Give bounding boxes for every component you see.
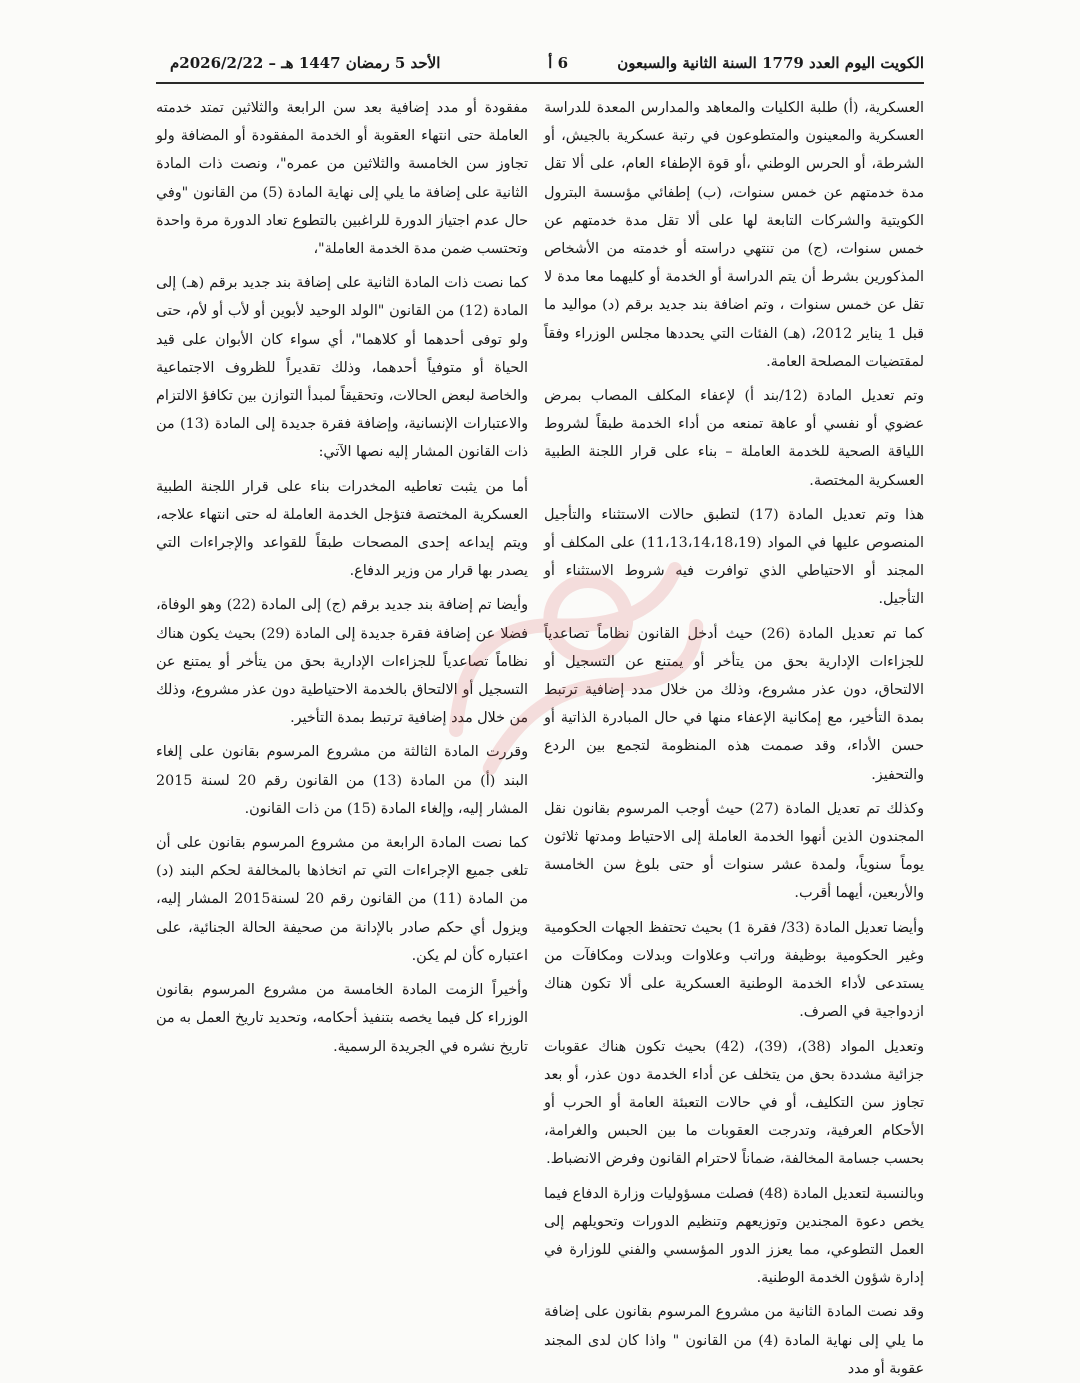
paragraph: وأخيراً الزمت المادة الخامسة من مشروع المرسوم بقانون الوزراء كل فيما يخصه بتنفيذ أحكامه، وتحديد تاريخ العمل به من تاريخ نشره في الجريدة الرسمية. bbox=[156, 982, 528, 1055]
publication-info: الكويت اليوم العدد 1779 السنة الثانية والسبعون bbox=[617, 54, 924, 72]
paragraph: العسكرية، (أ) طلبة الكليات والمعاهد والمدارس المعدة للدراسة العسكرية والمعينون والمتطوعون في رتبة عسكرية بالجيش، أو الشرطة، أو الحرس الوطني ،أو قوة الإطفاء العام، على ألا تقل مدة خدمتهم عن خمس سنوات، (ب) إطفائي مؤسسة البترول الكويتية والشركات التابعة لها على ألا تقل مدة خدمتهم عن خمس سنوات، (ج) من تنتهي دراسته أو خدمته من الأشخاص المذكورين بشرط أن يتم الدراسة أو الخدمة أو كليهما معا مدة لا تقل عن خمس سنوات ، وتم اضافة بند جديد برقم (د) مواليد ما قبل 1 يناير 2012، (هـ) الفئات التي يحددها مجلس الوزراء وفقاً لمقتضيات المصلحة العامة. bbox=[544, 100, 924, 370]
paragraph: وتم تعديل المادة (12/بند أ) لإعفاء المكلف المصاب بمرض عضوي أو نفسي أو عاهة تمنعه من أداء الخدمة طبقاً لشروط اللياقة الصحية للخدمة العاملة – بناء على قرار اللجنة الطبية العسكرية المختصة. bbox=[544, 388, 924, 489]
issue-date: الأحد 5 رمضان 1447 هـ – 2026/2/22م bbox=[170, 54, 441, 72]
paragraph: وكذلك تم تعديل المادة (27) حيث أوجب المرسوم بقانون نقل المجندون الذين أنهوا الخدمة العاملة إلى الاحتياط ومدتها ثلاثون يوماً سنوياً، ولمدة عشر سنوات أو حتى بلوغ سن الخامسة والأربعين، أيهما أقرب. bbox=[544, 800, 924, 902]
paragraph: أما من يثبت تعاطيه المخدرات بناء على قرار اللجنة الطبية العسكرية المختصة فتؤجل الخدمة العاملة له حتى انتهاء علاجه، ويتم إيداعه إحدى المصحات طبقاً للقواعد والإجراءات التي يصدر بها قرار من وزير الدفاع. bbox=[156, 478, 528, 580]
paragraph: وأيضا تعديل المادة (33/ فقرة 1) بحيث تحتفظ الجهات الحكومية وغير الحكومية بوظيفة وراتب وعلاوات وبدلات ومكافآت من يستدعى لأداء الخدمة الوطنية العسكرية على ألا تكون هناك ازدواجية في الصرف. bbox=[544, 919, 924, 1021]
paragraph: وتعديل المواد (38)، (39)، (42) بحيث تكون هناك عقوبات جزائية مشددة بحق من يتخلف عن أداء الخدمة دون عذر، أو بعد تجاوز سن التكليف، أو في حالات التعبئة العامة أو الحرب أو الأحكام العرفية، وتدرجت العقوبات ما بين الحبس والغرامة، بحسب جسامة المخالفة، ضماناً لاحترام القانون وفرض الانضباط. bbox=[544, 1038, 925, 1168]
paragraph: كما نصت ذات المادة الثانية على إضافة بند جديد برقم (هـ) إلى المادة (12) من القانون "الولد الوحيد لأبوين أو لأب أو لأم، حتى ولو توفى أحدهما أو كلاهما"، أي سواء كان الأبوان على قيد الحياة أو متوفياً أحدهما، وذلك تقديراً للظروف الاجتماعية والخاصة لبعض الحالات، وتحقيقاً لمبدأ التوازن بين تكافؤ الالتزام والاعتبارات الإنسانية، وإضافة فقرة جديدة إلى المادة (13) من ذات القانون المشار إليه نصها الآتي: bbox=[156, 275, 528, 461]
paragraph: كما نصت المادة الرابعة من مشروع المرسوم بقانون على أن تلغى جميع الإجراءات التي تم اتخاذها بالمخالفة لحكم البند (د) من المادة (11) من القانون رقم 20 لسنة2015 المشار إليه، ويزول أي حكم صادر بالإدانة من صحيفة الحالة الجنائية، على اعتباره كأن لم يكن. bbox=[156, 835, 529, 964]
page-number: 6 أ bbox=[548, 54, 568, 72]
paragraph: وقد نصت المادة الثانية من مشروع المرسوم بقانون على إضافة ما يلي إلى نهاية المادة (4) من القانون " واذا كان لدى المجند عقوبة أو مدد bbox=[544, 1304, 924, 1377]
right-column bbox=[544, 94, 925, 1377]
paragraph: مفقودة أو مدد إضافية بعد سن الرابعة والثلاثين تمتد خدمته العاملة حتى انتهاء العقوبة أو الخدمة المفقودة أو المضافة ولو تجاوز سن الخامسة والثلاثين من عمره"، ونصت ذات المادة الثانية على إضافة ما يلي إلى نهاية المادة (5) من القانون "وفي حال عدم اجتياز الدورة للراغبين بالتطوع تعاد الدورة مرة واحدة وتحتسب ضمن مدة الخدمة العاملة"، bbox=[156, 100, 528, 258]
page-header bbox=[156, 50, 924, 84]
paragraph: هذا وتم تعديل المادة (17) لتطبق حالات الاستثناء والتأجيل المنصوص عليها في المواد (11،13،14،18،19) على المكلف أو المجند أو الاحتياطي الذي توافرت فيه شروط الاستثناء أو التأجيل. bbox=[544, 506, 924, 608]
paragraph: وقررت المادة الثالثة من مشروع المرسوم بقانون على إلغاء البند (أ) من المادة (13) من القانون رقم 20 لسنة 2015 المشار إليه، وإلغاء المادة (15) من ذات القانون. bbox=[156, 744, 528, 817]
left-column bbox=[156, 94, 528, 1074]
paragraph: وأيضا تم إضافة بند جديد برقم (ج) إلى المادة (22) وهو الوفاة، فضلا عن إضافة فقرة جديدة إلى المادة (29) بحيث يكون هناك نظاماً تصاعدياً للجزاءات الإدارية بحق من يتأخر أو يمتنع عن التسجيل أو الالتحاق بالخدمة الاحتياطية دون عذر مشروع، وذلك من خلال مدد إضافية ترتبط بمدة التأخير. bbox=[156, 597, 529, 727]
paragraph: كما تم تعديل المادة (26) حيث أدخل القانون نظاماً تصاعدياً للجزاءات الإدارية بحق من يتأخر أو يمتنع عن التسجيل أو الالتحاق، دون عذر مشروع، وذلك من خلال مدد إضافية ترتبط بمدة التأخير، مع إمكانية الإعفاء منها في حال المبادرة الذاتية أو حسن الأداء، وقد صممت هذه المنظومة لتجمع بين الردع والتحفيز. bbox=[544, 625, 924, 783]
paragraph: وبالنسبة لتعديل المادة (48) فصلت مسؤوليات وزارة الدفاع فيما يخص دعوة المجندين وتوزيعهم وتنظيم الدورات وتحويلهم إلى العمل التطوعي، مما يعزز الدور المؤسسي والفني للوزارة في إدارة شؤون الخدمة الوطنية. bbox=[544, 1185, 924, 1287]
